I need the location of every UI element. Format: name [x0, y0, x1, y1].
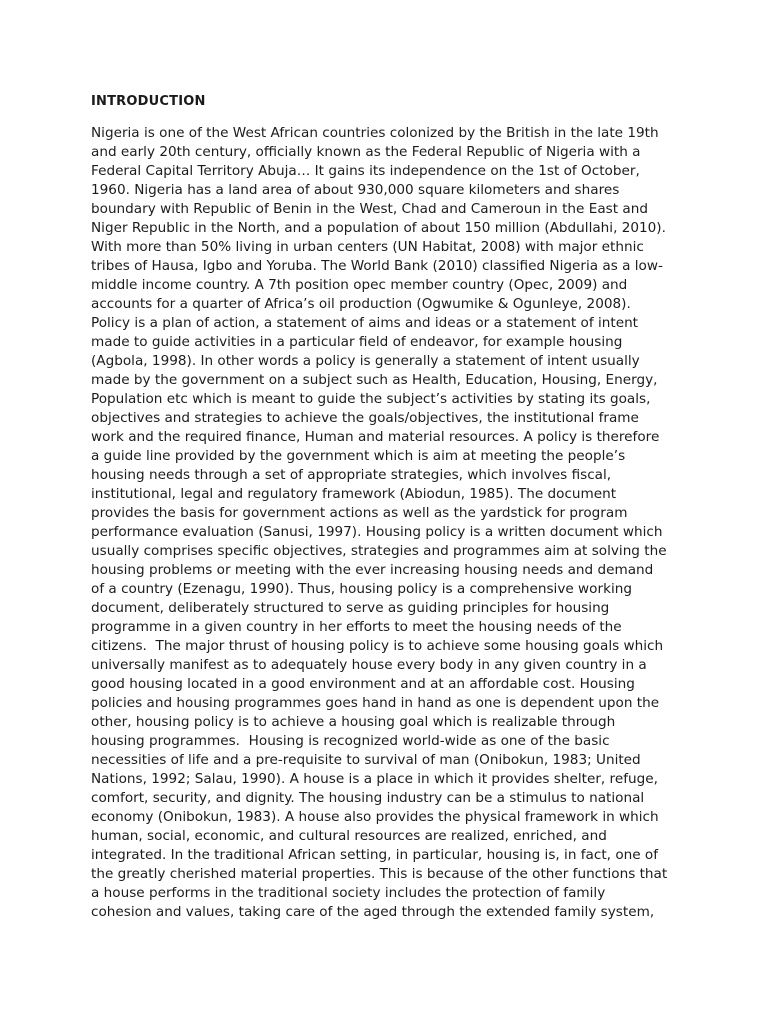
text-line: document, deliberately structured to serve as guiding principles for housing [91, 600, 610, 616]
text-line: Nations, 1992; Salau, 1990). A house is a place in which it provides shelter, refuge, [91, 771, 658, 787]
text-line: policies and housing programmes goes hand in hand as one is dependent upon the [91, 695, 660, 711]
text-line: necessities of life and a pre-requisite to survival of man (Onibokun, 1983; United [91, 752, 641, 768]
body-paragraph [91, 124, 691, 922]
text-line: made by the government on a subject such as Health, Education, Housing, Energy, [91, 372, 658, 388]
text-line: Population etc which is meant to guide the subject’s activities by stating its goals, [91, 391, 651, 407]
text-line: made to guide activities in a particular field of endeavor, for example housing [91, 334, 623, 350]
text-line: performance evaluation (Sanusi, 1997). Housing policy is a written document which [91, 524, 663, 540]
text-line: cohesion and values, taking care of the aged through the extended family system, [91, 904, 655, 920]
text-line: objectives and strategies to achieve the goals/objectives, the institutional frame [91, 410, 639, 426]
text-line: work and the required finance, Human and material resources. A policy is therefore [91, 429, 660, 445]
text-line: (Agbola, 1998). In other words a policy is generally a statement of intent usually [91, 353, 640, 369]
text-line: and early 20th century, officially known as the Federal Republic of Nigeria with a [91, 144, 641, 160]
text-line: universally manifest as to adequately house every body in any given country in a [91, 657, 647, 673]
text-line: a house performs in the traditional society includes the protection of family [91, 885, 606, 901]
text-line: other, housing policy is to achieve a housing goal which is realizable through [91, 714, 616, 730]
text-line: housing problems or meeting with the ever increasing housing needs and demand [91, 562, 654, 578]
text-line: comfort, security, and dignity. The housing industry can be a stimulus to national [91, 790, 645, 806]
section-heading: INTRODUCTION [91, 94, 206, 109]
text-line: Niger Republic in the North, and a population of about 150 million (Abdullahi, 2010). [91, 220, 666, 236]
text-line: usually comprises specific objectives, strategies and programmes aim at solving the [91, 543, 667, 559]
text-line: Nigeria is one of the West African countries colonized by the British in the late 19th [91, 125, 659, 141]
text-line: Policy is a plan of action, a statement of aims and ideas or a statement of intent [91, 315, 639, 331]
text-line: tribes of Hausa, Igbo and Yoruba. The World Bank (2010) classified Nigeria as a low- [91, 258, 663, 274]
text-line: integrated. In the traditional African setting, in particular, housing is, in fact, one of [91, 847, 659, 863]
text-line: housing programmes. Housing is recognized world-wide as one of the basic [91, 733, 610, 749]
text-line: boundary with Republic of Benin in the West, Chad and Cameroun in the East and [91, 201, 648, 217]
text-line: provides the basis for government actions as well as the yardstick for program [91, 505, 628, 521]
text-line: Federal Capital Territory Abuja… It gains its independence on the 1st of October, [91, 163, 640, 179]
text-line: the greatly cherished material properties. This is because of the other functions that [91, 866, 668, 882]
text-line: citizens. The major thrust of housing policy is to achieve some housing goals which [91, 638, 664, 654]
text-line: housing needs through a set of appropriate strategies, which involves fiscal, [91, 467, 612, 483]
text-line: human, social, economic, and cultural resources are realized, enriched, and [91, 828, 607, 844]
text-line: economy (Onibokun, 1983). A house also provides the physical framework in which [91, 809, 659, 825]
text-line: institutional, legal and regulatory framework (Abiodun, 1985). The document [91, 486, 617, 502]
text-line: middle income country. A 7th position opec member country (Opec, 2009) and [91, 277, 628, 293]
text-line: programme in a given country in her efforts to meet the housing needs of the [91, 619, 622, 635]
text-line: 1960. Nigeria has a land area of about 930,000 square kilometers and shares [91, 182, 620, 198]
text-line: of a country (Ezenagu, 1990). Thus, housing policy is a comprehensive working [91, 581, 632, 597]
text-line: With more than 50% living in urban centers (UN Habitat, 2008) with major ethnic [91, 239, 644, 255]
text-line: good housing located in a good environment and at an affordable cost. Housing [91, 676, 635, 692]
text-line: a guide line provided by the government which is aim at meeting the people’s [91, 448, 626, 464]
text-line: accounts for a quarter of Africa’s oil production (Ogwumike & Ogunleye, 2008). [91, 296, 631, 312]
